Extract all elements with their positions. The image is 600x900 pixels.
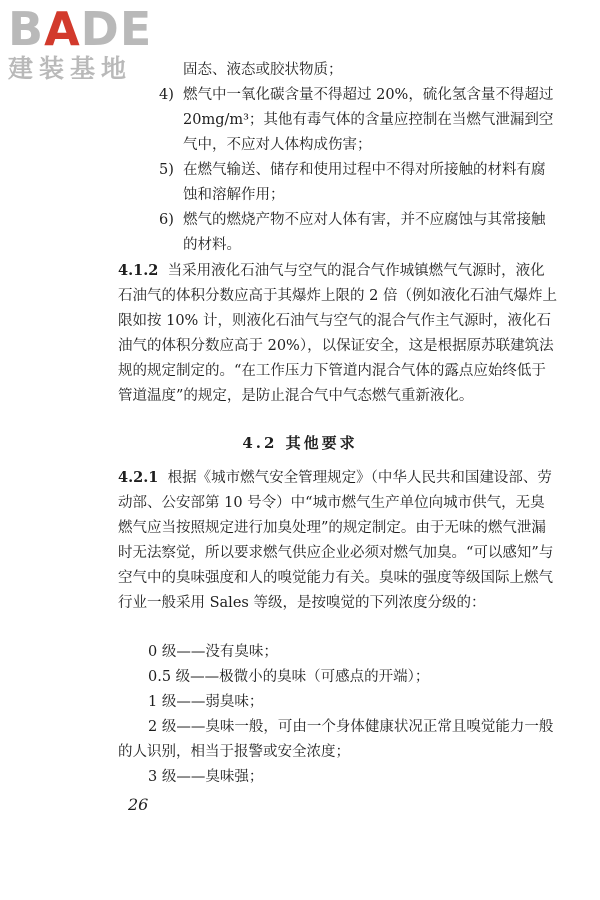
list-item-4 (159, 83, 558, 158)
list-item-text: 在燃气输送、储存和使用过程中不得对所接触的材料有腐蚀和溶解作用； (183, 162, 546, 203)
section-title: 4.2 其他要求 (242, 434, 358, 452)
clause-number: 4.1.2 (118, 262, 159, 279)
page-number: 26 (128, 795, 149, 814)
list-item-number: 5) (159, 162, 174, 178)
odor-level-1: 1 级——弱臭味； (148, 694, 264, 710)
list-item-text: 燃气的燃烧产物不应对人体有害，并不应腐蚀与其常接触的材料。 (183, 212, 546, 253)
clause-text: 根据《城市燃气安全管理规定》（中华人民共和国建设部、劳动部、公安部第 10 号令）中“城市燃气生产单位向城市供气，无臭燃气应当按照规定进行加臭处理”的规定制定。由于无味的燃气泄漏时无法察觉，所以要求燃气供应企业必须对燃气加臭。“可以感知”与空气中的臭味强度和人的嗅觉能力有关。臭味的强度等级国际上燃气行业一般采用 Sales 等级，是按嗅觉的下列浓度分级的： (118, 470, 554, 611)
clause-4-1-2 (118, 258, 558, 409)
odor-level-3: 3 级——臭味强； (148, 769, 264, 785)
clause-4-2-1 (118, 465, 558, 616)
watermark-logo-word (8, 2, 153, 56)
odor-level-0: 0 级——没有臭味； (148, 644, 278, 660)
watermark-logo-text: BADE (8, 2, 153, 56)
odor-level-2: 2 级——臭味一般，可由一个身体健康状况正常且嗅觉能力一般的人识别，相当于报警或安全浓度； (118, 719, 554, 760)
list-item-continuation (183, 58, 558, 83)
list-item-number: 4) (159, 87, 174, 103)
clause-text: 当采用液化石油气与空气的混合气作城镇燃气气源时，液化石油气的体积分数应高于其爆炸上限的 2 倍（例如液化石油气爆炸上限如按 10% 计，则液化石油气与空气的混合气作主气源时，液化石油气的体积分数应高于 20%），以保证安全，这是根据原苏联建筑法规的规定制定的。“在工作压力下管道内混合气体的露点应始终低于管道温度”的规定，是防止混合气中气态燃气重新液化。 (118, 263, 557, 404)
watermark-subtitle: 建装基地 (8, 54, 133, 83)
clause-number: 4.2.1 (118, 469, 159, 486)
odor-level-0-5: 0.5 级——极微小的臭味（可感点的开端）； (148, 669, 430, 685)
list-item-5 (159, 158, 558, 208)
watermark-logo (8, 2, 153, 84)
list-item-text: 燃气中一氧化碳含量不得超过 20%，硫化氢含量不得超过 20mg/m³；其他有毒气体的含量应控制在当燃气泄漏到空气中，不应对人体构成伤害； (183, 87, 554, 153)
list-item-6 (159, 208, 558, 258)
list-item-text: 固态、液态或胶状物质； (183, 62, 343, 78)
list-item-number: 6) (159, 212, 174, 228)
